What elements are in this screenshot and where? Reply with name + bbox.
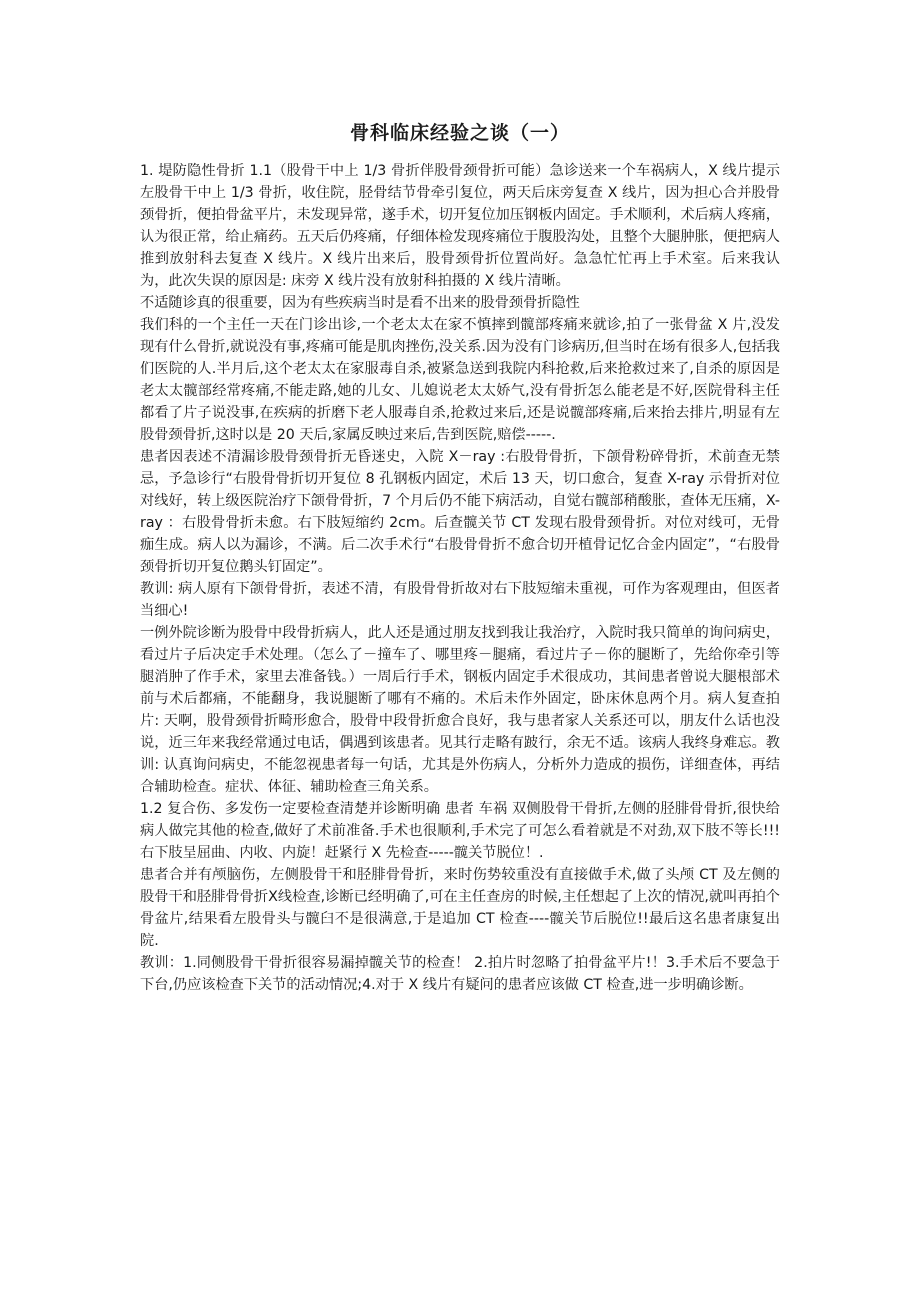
paragraph-hidden-fracture-case: 1. 堤防隐性骨折 1.1（股骨干中上 1/3 骨折伴股骨颈骨折可能）急诊送来一个车祸病人，X 线片提示左股骨干中上 1/3 骨折，收住院，胫骨结节骨牵引复位，两天后床旁复查 X 线片，因为担心合并股骨颈骨折，便拍骨盆平片，未发现异常，遂手术，切开复位加压钢板内固定。手术顺利，术后病人疼痛，认为很正常，给止痛药。五天后仍疼痛，仔细体检发现疼痛位于腹股沟处，且整个大腿肿胀，便把病人推到放射科去复查 X 线片。X 线片出来后，股骨颈骨折位置尚好。急急忙忙再上手术室。后来我认为，此次失误的原因是: 床旁 X 线片没有放射科拍摄的 X 线片清晰。 bbox=[140, 163, 780, 289]
paragraph-followup-note: 不适随诊真的很重要，因为有些疾病当时是看不出来的股骨颈骨折隐性 bbox=[140, 295, 580, 311]
paragraph-missed-femoral-neck-case: 患者因表述不清漏诊股骨颈骨折无昏迷史，入院 X－ray :右股骨骨折，下颌骨粉碎骨折，术前查无禁忌，予急诊行“右股骨骨折切开复位 8 孔钢板内固定，术后 13 天，切口愈合，复查 X-ray 示骨折对位对线好，转上级医院治疗下颌骨骨折，7 个月后仍不能下病活动，自觉右髋部稍酸胀，查体无压痛，X-ray ：右股骨骨折未愈。右下肢短缩约 2cm。后查髋关节 CT 发现右股骨颈骨折。对位对线可，无骨痂生成。病人以为漏诊，不满。后二次手术行“右股骨骨折不愈合切开植骨记忆合金内固定”，“右股骨颈骨折切开复位鹅头钉固定”。 bbox=[140, 449, 780, 575]
paragraph-multiple-injuries: 1.2 复合伤、多发伤一定要检查清楚并诊断明确 患者 车祸 双侧股骨干骨折,左侧的胫腓骨骨折,很快给病人做完其他的检查,做好了术前准备.手术也很顺利,手术完了可怎么看着就是不对劲,双下肢不等长!!!右下肢呈屈曲、内收、内旋！赶紧行 X 先检查-----髋关节脱位！. bbox=[140, 801, 780, 861]
document-page bbox=[140, 118, 780, 996]
paragraph-lesson-1: 教训: 病人原有下颌骨骨折，表述不清，有股骨骨折故对右下肢短缩未重视，可作为客观理由，但医者当细心! bbox=[140, 581, 780, 619]
paragraph-elderly-patient-case: 我们科的一个主任一天在门诊出诊,一个老太太在家不慎摔到髋部疼痛来就诊,拍了一张骨盆 X 片,没发现有什么骨折,就说没有事,疼痛可能是肌肉挫伤,没关系.因为没有门诊病历,但当时在场有很多人,包括我们医院的人.半月后,这个老太太在家服毒自杀,被紧急送到我院内科抢救,后来抢救过来了,自杀的原因是老太太髋部经常疼痛,不能走路,她的儿女、儿媳说老太太娇气,没有骨折怎么能老是不好,医院骨科主任都看了片子说没事,在疾病的折磨下老人服毒自杀,抢救过来后,还是说髋部疼痛,后来抬去排片,明显有左股骨颈骨折,这时以是 20 天后,家属反映过来后,告到医院,赔偿-----. bbox=[140, 317, 780, 443]
page-title: 骨科临床经验之谈（一） bbox=[349, 122, 570, 144]
paragraph-lessons-summary: 教训：1.同侧股骨干骨折很容易漏掉髋关节的检查！ 2.拍片时忽略了拍骨盆平片!！3.手术后不要急于下台,仍应该检查下关节的活动情况;4.对于 X 线片有疑问的患者应该做 CT 检查,进一步明确诊断。 bbox=[140, 955, 780, 993]
paragraph-head-injury-case: 患者合并有颅脑伤，左侧股骨干和胫腓骨骨折，来时伤势较重没有直接做手术,做了头颅 CT 及左侧的股骨干和胫腓骨骨折X线检查,诊断已经明确了,可在主任查房的时候,主任想起了上次的情况,就叫再拍个骨盆片,结果看左股骨头与髋臼不是很满意,于是追加 CT 检查----髋关节后脱位!!最后这名患者康复出院. bbox=[140, 867, 780, 949]
paragraph-midshaft-fracture-case: 一例外院诊断为股骨中段骨折病人，此人还是通过朋友找到我让我治疗，入院时我只简单的询问病史，看过片子后决定手术处理。（怎么了－撞车了、哪里疼－腿痛，看过片子－你的腿断了，先给你牵引等腿消肿了作手术，家里去准备钱。）一周后行手术，钢板内固定手术很成功，其间患者曾说大腿根部术前与术后都痛，不能翻身，我说腿断了哪有不痛的。术后未作外固定，卧床休息两个月。病人复查拍片: 天啊，股骨颈骨折畸形愈合，股骨中段骨折愈合良好，我与患者家人关系还可以，朋友什么话也没说，近三年来我经常通过电话，偶遇到该患者。见其行走略有跛行，余无不适。该病人我终身难忘。教训: 认真询问病史，不能忽视患者每一句话，尤其是外伤病人，分析外力造成的损伤，详细查体，再结合辅助检查。症状、体征、辅助检查三角关系。 bbox=[140, 625, 780, 795]
